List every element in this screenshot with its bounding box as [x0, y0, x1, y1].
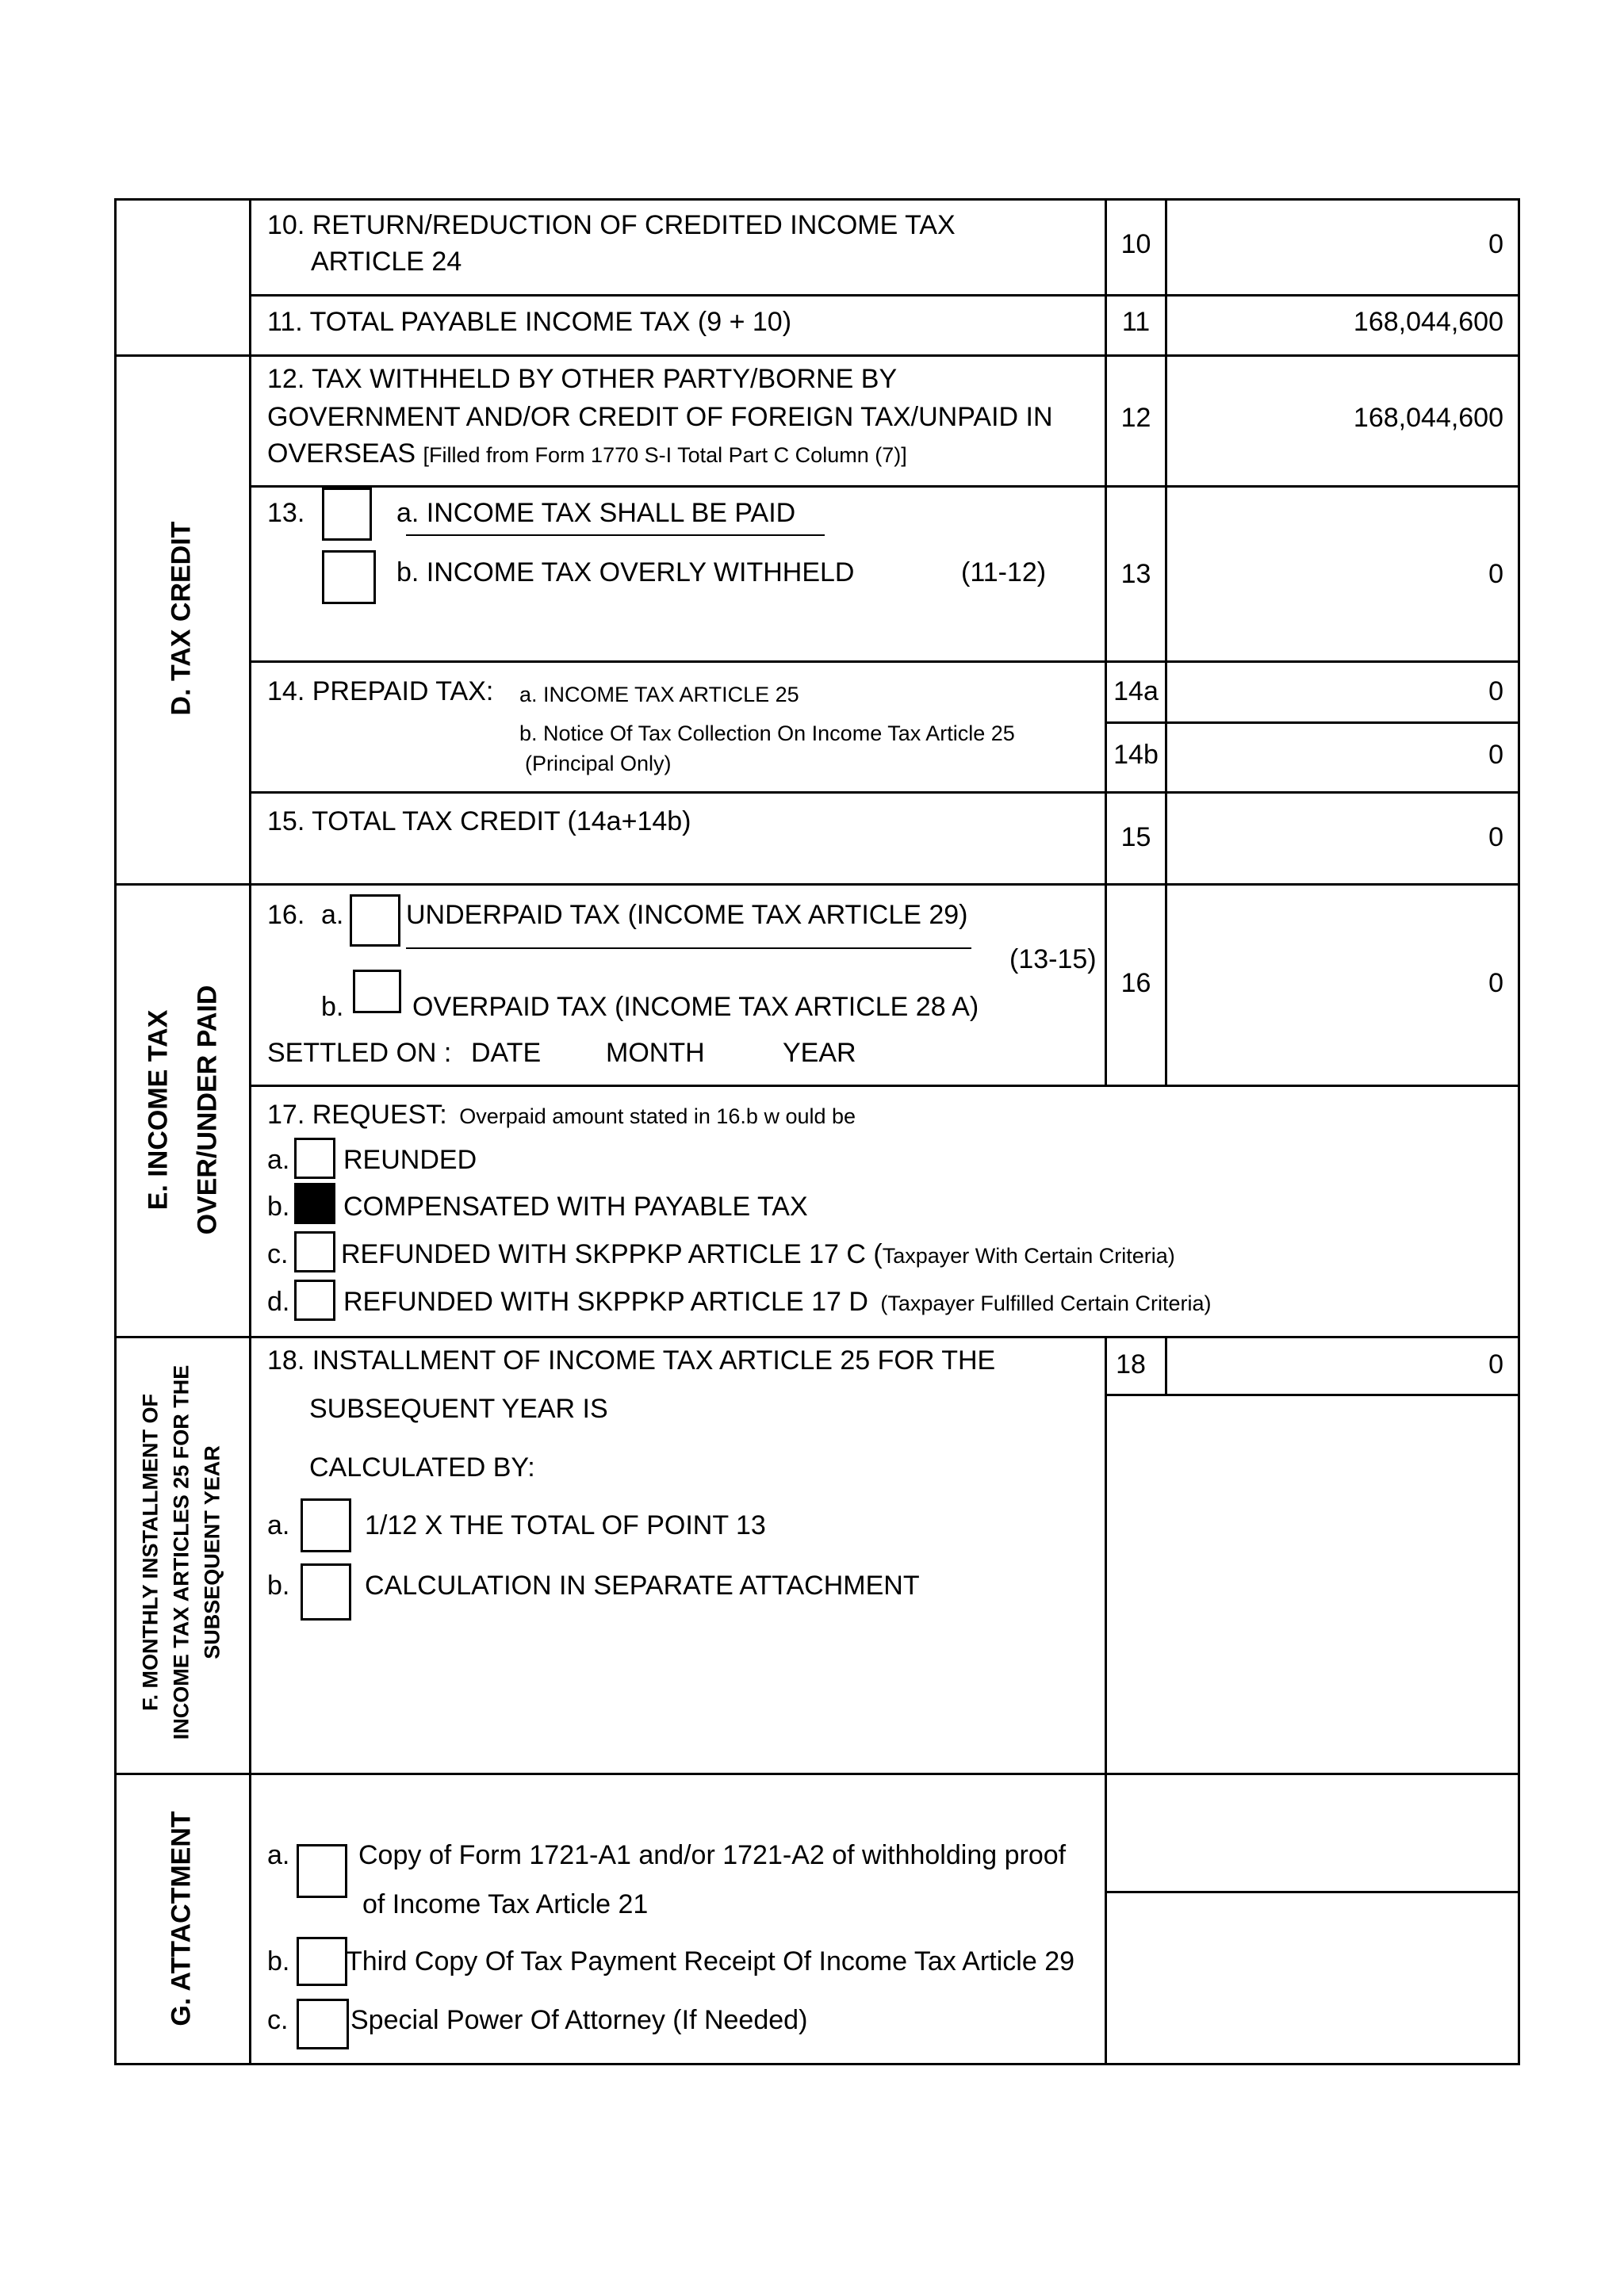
row17-option-c	[341, 1238, 1175, 1272]
separator-row18-value	[1105, 1394, 1520, 1396]
row17-option-b-text: COMPENSATED WITH PAYABLE TAX	[343, 1192, 808, 1222]
table-top-border	[114, 198, 1520, 201]
row14-label: 14. PREPAID TAX:	[267, 676, 494, 706]
row17-option-b-letter: b.	[267, 1192, 290, 1222]
attach-letter-c: c.	[267, 2005, 289, 2035]
separator-d-start	[114, 354, 1520, 357]
row18-value: 0	[1488, 1349, 1503, 1380]
table-left-border	[114, 198, 117, 2065]
separator-row12-13	[249, 485, 1520, 488]
row17-option-d-note: (Taxpayer Fulfilled Certain Criteria)	[880, 1292, 1212, 1315]
row17-label	[267, 1099, 856, 1132]
row14-option-b-line2: (Principal Only)	[525, 752, 672, 775]
row17-option-c-text: REFUNDED WITH SKPPKP ARTICLE 17 C (	[341, 1239, 883, 1269]
row12-label-line3	[267, 438, 907, 471]
row13-checkbox-a[interactable]	[322, 488, 372, 541]
row13-option-a-underline	[406, 534, 825, 536]
row16-date-label: DATE	[471, 1038, 542, 1068]
row17-option-c-letter: c.	[267, 1239, 289, 1269]
row16-checkbox-b[interactable]	[353, 970, 401, 1013]
row17-note: Overpaid amount stated in 16.b w ould be	[459, 1104, 856, 1128]
section-e-label-line2: OVER/UNDER PAID	[192, 985, 223, 1235]
row18-checkbox-a[interactable]	[301, 1498, 351, 1552]
row14a-value: 0	[1488, 676, 1503, 706]
row18-option-a: 1/12 X THE TOTAL OF POINT 13	[365, 1510, 766, 1540]
row17-option-a-text: REUNDED	[343, 1145, 477, 1175]
attach-checkbox-b[interactable]	[297, 1937, 347, 1986]
row13-option-b: b. INCOME TAX OVERLY WITHHELD	[396, 557, 855, 587]
row17-option-c-note: Taxpayer With Certain Criteria)	[882, 1244, 1175, 1268]
row12-overseas: OVERSEAS	[267, 438, 416, 469]
row14b-code: 14b	[1113, 740, 1159, 770]
row17-option-d-text: REFUNDED WITH SKPPKP ARTICLE 17 D	[343, 1287, 868, 1317]
row16-option-b: OVERPAID TAX (INCOME TAX ARTICLE 28 A)	[412, 992, 979, 1022]
section-e-label-line1: E. INCOME TAX	[143, 1009, 174, 1211]
attach-option-a-line2: of Income Tax Article 21	[362, 1889, 649, 1919]
row16-option-a-underline	[406, 947, 971, 949]
row13-code: 13	[1120, 559, 1151, 589]
attach-checkbox-a[interactable]	[297, 1844, 347, 1898]
separator-g-start	[114, 1773, 1520, 1775]
row18-label-line3: CALCULATED BY:	[309, 1452, 535, 1483]
row16-option-a: UNDERPAID TAX (INCOME TAX ARTICLE 29)	[406, 900, 968, 930]
row10-code: 10	[1120, 229, 1151, 259]
row16-year-label: YEAR	[783, 1038, 856, 1068]
attach-checkbox-c[interactable]	[297, 1999, 349, 2049]
row13-checkbox-b[interactable]	[322, 550, 376, 604]
attach-letter-a: a.	[267, 1840, 290, 1870]
row18-option-b: CALCULATION IN SEPARATE ATTACHMENT	[365, 1571, 920, 1601]
separator-row16-17	[249, 1085, 1520, 1087]
section-d-label: D. TAX CREDIT	[166, 521, 197, 716]
attach-letter-b: b.	[267, 1946, 290, 1976]
row12-note: [Filled from Form 1770 S-I Total Part C Column (7)]	[423, 443, 907, 467]
row15-label: 15. TOTAL TAX CREDIT (14a+14b)	[267, 806, 691, 836]
row13-number: 13.	[267, 498, 305, 528]
row16-letter-a: a.	[321, 900, 344, 930]
row10-label-line2: ARTICLE 24	[311, 247, 462, 277]
section-g-label: G. ATTACTMENT	[166, 1811, 197, 2026]
row14-option-b-line1: b. Notice Of Tax Collection On Income Tax Article 25	[519, 721, 1015, 745]
separator-e-start	[114, 883, 1520, 886]
row18-label-line1: 18. INSTALLMENT OF INCOME TAX ARTICLE 25 FOR THE	[267, 1345, 996, 1376]
row18-code: 18	[1116, 1349, 1146, 1380]
section-f-label-line3: SUBSEQUENT YEAR	[200, 1445, 224, 1659]
row12-code: 12	[1120, 403, 1151, 433]
row10-label-line1: 10. RETURN/REDUCTION OF CREDITED INCOME TAX	[267, 210, 956, 240]
row11-value: 168,044,600	[1353, 307, 1503, 337]
row15-value: 0	[1488, 822, 1503, 852]
row16-settled-label: SETTLED ON :	[267, 1038, 452, 1068]
table-right-border	[1518, 198, 1520, 2065]
row15-code: 15	[1120, 822, 1151, 852]
separator-row10-11	[249, 294, 1520, 297]
attach-option-a-line1: Copy of Form 1721-A1 and/or 1721-A2 of withholding proof	[358, 1840, 1067, 1870]
row11-code: 11	[1121, 307, 1151, 337]
row18-letter-a: a.	[267, 1510, 290, 1540]
row18-letter-b: b.	[267, 1571, 290, 1601]
row16-checkbox-a[interactable]	[350, 894, 400, 947]
row16-number: 16.	[267, 900, 305, 930]
attach-option-c: Special Power Of Attorney (If Needed)	[350, 2005, 808, 2035]
row14b-value: 0	[1488, 740, 1503, 770]
row16-value: 0	[1488, 968, 1503, 998]
separator-row14-15	[249, 791, 1520, 794]
section-column-divider	[249, 198, 251, 2065]
row16-letter-b: b.	[321, 992, 344, 1022]
row13-value: 0	[1488, 559, 1503, 589]
row12-value: 168,044,600	[1353, 403, 1503, 433]
row14a-code: 14a	[1113, 676, 1159, 706]
row13-option-a: a. INCOME TAX SHALL BE PAID	[396, 498, 796, 528]
separator-row14a-14b	[1105, 721, 1520, 724]
row18-checkbox-b[interactable]	[301, 1563, 351, 1621]
row18-label-line2: SUBSEQUENT YEAR IS	[309, 1394, 608, 1424]
row17-option-a-letter: a.	[267, 1145, 290, 1175]
row17-checkbox-b-checked[interactable]	[294, 1183, 335, 1224]
section-f-label-line2: INCOME TAX ARTICLES 25 FOR THE	[169, 1364, 193, 1740]
row12-label-line2: GOVERNMENT AND/OR CREDIT OF FOREIGN TAX/UNPAID IN	[267, 402, 1053, 432]
section-f-label-line1: F. MONTHLY INSTALLMENT OF	[138, 1394, 163, 1711]
row14-option-a: a. INCOME TAX ARTICLE 25	[519, 683, 799, 706]
row17-option-d-letter: d.	[267, 1287, 290, 1317]
row11-label: 11. TOTAL PAYABLE INCOME TAX (9 + 10)	[267, 307, 792, 337]
separator-f-start	[114, 1336, 1520, 1338]
table-bottom-border	[114, 2063, 1520, 2065]
separator-attach-right	[1105, 1891, 1520, 1893]
row12-label-line1: 12. TAX WITHHELD BY OTHER PARTY/BORNE BY	[267, 364, 898, 394]
row17-title: 17. REQUEST:	[267, 1100, 447, 1130]
row17-checkbox-d[interactable]	[294, 1280, 335, 1321]
attach-option-b: Third Copy Of Tax Payment Receipt Of Income Tax Article 29	[346, 1946, 1075, 1976]
separator-row13-14	[249, 660, 1520, 663]
row17-option-d	[343, 1286, 1212, 1319]
row16-code: 16	[1120, 968, 1151, 998]
row16-month-label: MONTH	[606, 1038, 705, 1068]
row16-formula: (13-15)	[1009, 944, 1097, 974]
row17-checkbox-a[interactable]	[294, 1138, 335, 1179]
row10-value: 0	[1488, 229, 1503, 259]
row17-checkbox-c[interactable]	[294, 1231, 335, 1272]
row13-formula: (11-12)	[961, 557, 1047, 587]
code-column-left-divider-2	[1105, 1337, 1107, 2065]
